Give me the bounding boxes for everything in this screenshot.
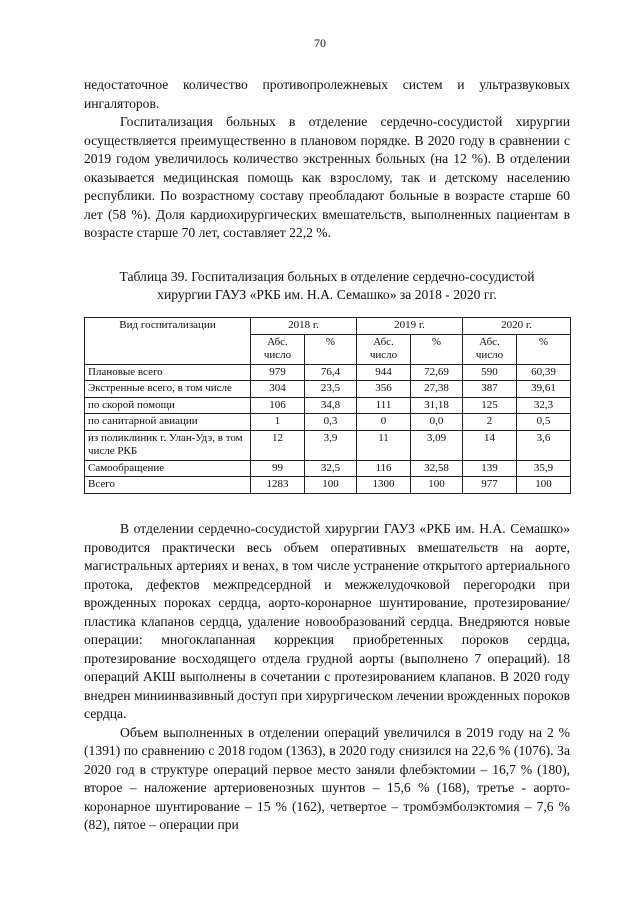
row-value: 1300 <box>357 477 411 494</box>
row-value: 116 <box>357 460 411 477</box>
body-text-block <box>84 520 570 835</box>
row-value: 76,4 <box>305 364 357 381</box>
row-label: Самообращение <box>85 460 251 477</box>
row-value: 31,18 <box>411 397 463 414</box>
row-value: 27,38 <box>411 381 463 398</box>
row-value: 11 <box>357 430 411 460</box>
row-value: 590 <box>463 364 517 381</box>
row-value: 125 <box>463 397 517 414</box>
table-row <box>85 430 571 460</box>
intro-text-block <box>84 76 570 243</box>
row-value: 72,69 <box>411 364 463 381</box>
row-value: 23,5 <box>305 381 357 398</box>
table-caption-line: хирургии ГАУЗ «РКБ им. Н.А. Семашко» за 2018 - 2020 гг. <box>157 287 497 302</box>
row-value: 944 <box>357 364 411 381</box>
row-value: 3,6 <box>517 430 571 460</box>
table-row <box>85 460 571 477</box>
row-value: 99 <box>251 460 305 477</box>
row-value: 106 <box>251 397 305 414</box>
subheader-abs: Абс. число <box>463 334 517 364</box>
header-year: 2019 г. <box>357 318 463 335</box>
paragraph: В отделении сердечно-сосудистой хирургии ГАУЗ «РКБ им. Н.А. Семашко» проводится практически весь объем оперативных вмешательств на аорте, магистральных артериях и венах, в том числе устранение открытого артериального протока, дефектов межпредсердной и межжелудочковой перегородки при врожденных пороках сердца, аорто-коронарное шунтирование, протезирование/пластика клапанов сердца, удаление новообразований сердца. Внедряются новые операции: многоклапанная коррекция приобретенных пороков сердца, протезирование восходящего отдела грудной аорты (выполнено 7 операций). 18 операций АКШ выполнены в сочетании с протезированием клапанов. В 2020 году внедрен миниинвазивный доступ при хирургическом лечении врожденных пороков сердца. <box>84 521 570 721</box>
row-label: из поликлиник г. Улан-Удэ, в том числе РКБ <box>85 430 251 460</box>
row-value: 100 <box>305 477 357 494</box>
row-label: Экстренные всего, в том числе <box>85 381 251 398</box>
table-header-row <box>85 318 571 335</box>
header-year: 2020 г. <box>463 318 571 335</box>
row-value: 0,3 <box>305 414 357 431</box>
row-value: 979 <box>251 364 305 381</box>
subheader-abs: Абс. число <box>357 334 411 364</box>
row-value: 35,9 <box>517 460 571 477</box>
row-label: Всего <box>85 477 251 494</box>
row-value: 32,3 <box>517 397 571 414</box>
row-label: Плановые всего <box>85 364 251 381</box>
page-number: 70 <box>314 36 326 50</box>
table-row <box>85 364 571 381</box>
subheader-pct: % <box>305 334 357 364</box>
table-row <box>85 414 571 431</box>
table-row <box>85 381 571 398</box>
row-value: 0 <box>357 414 411 431</box>
table-row <box>85 397 571 414</box>
row-value: 0,0 <box>411 414 463 431</box>
subheader-pct: % <box>411 334 463 364</box>
row-value: 1 <box>251 414 305 431</box>
row-value: 60,39 <box>517 364 571 381</box>
row-value: 111 <box>357 397 411 414</box>
row-value: 2 <box>463 414 517 431</box>
row-value: 12 <box>251 430 305 460</box>
row-value: 1283 <box>251 477 305 494</box>
subheader-abs: Абс. число <box>251 334 305 364</box>
row-value: 0,5 <box>517 414 571 431</box>
row-value: 977 <box>463 477 517 494</box>
row-value: 100 <box>517 477 571 494</box>
paragraph: Объем выполненных в отделении операций увеличился в 2019 году на 2 % (1391) по сравнению с 2018 годом (1363), в 2020 году снизился на 22,6 % (1076). За 2020 год в структуре операций первое место заняли флебэктомии – 16,7 % (180), второе – наложение артериовенозных шунтов – 15,6 % (168), третье - аорто-коронарное шунтирование – 15 % (162), четвертое – тромбэмболэктомия – 7,6 % (82), пятое – операции при <box>84 724 570 832</box>
paragraph: Госпитализация больных в отделение сердечно-сосудистой хирургии осуществляется преимущественно в плановом порядке. В 2020 году в сравнении с 2019 годом увеличилось количество экстренных больных (на 12 %). В отделении оказывается медицинская помощь как взрослому, так и детскому населению республики. По возрастному составу преобладают больные в возрасте старше 60 лет (58 %). Доля кардиохирургических вмешательств, выполненных пациентам в возрасте старше 70 лет, составляет 22,2 %. <box>84 114 570 240</box>
table-row <box>85 477 571 494</box>
subheader-pct: % <box>517 334 571 364</box>
row-label: по скорой помощи <box>85 397 251 414</box>
row-value: 39,61 <box>517 381 571 398</box>
row-value: 3,09 <box>411 430 463 460</box>
table-caption <box>84 268 570 304</box>
row-value: 32,58 <box>411 460 463 477</box>
row-value: 356 <box>357 381 411 398</box>
header-type: Вид госпитализации <box>85 318 251 365</box>
row-value: 139 <box>463 460 517 477</box>
row-value: 32,5 <box>305 460 357 477</box>
row-value: 34,8 <box>305 397 357 414</box>
row-value: 387 <box>463 381 517 398</box>
paragraph: недостаточное количество противопролежневых систем и ультразвуковых ингаляторов. <box>84 77 570 111</box>
header-year: 2018 г. <box>251 318 357 335</box>
table-caption-line: Таблица 39. Госпитализация больных в отделение сердечно-сосудистой <box>119 269 535 284</box>
row-label: по санитарной авиации <box>85 414 251 431</box>
row-value: 100 <box>411 477 463 494</box>
row-value: 3,9 <box>305 430 357 460</box>
row-value: 14 <box>463 430 517 460</box>
row-value: 304 <box>251 381 305 398</box>
hospitalization-table <box>84 317 571 494</box>
